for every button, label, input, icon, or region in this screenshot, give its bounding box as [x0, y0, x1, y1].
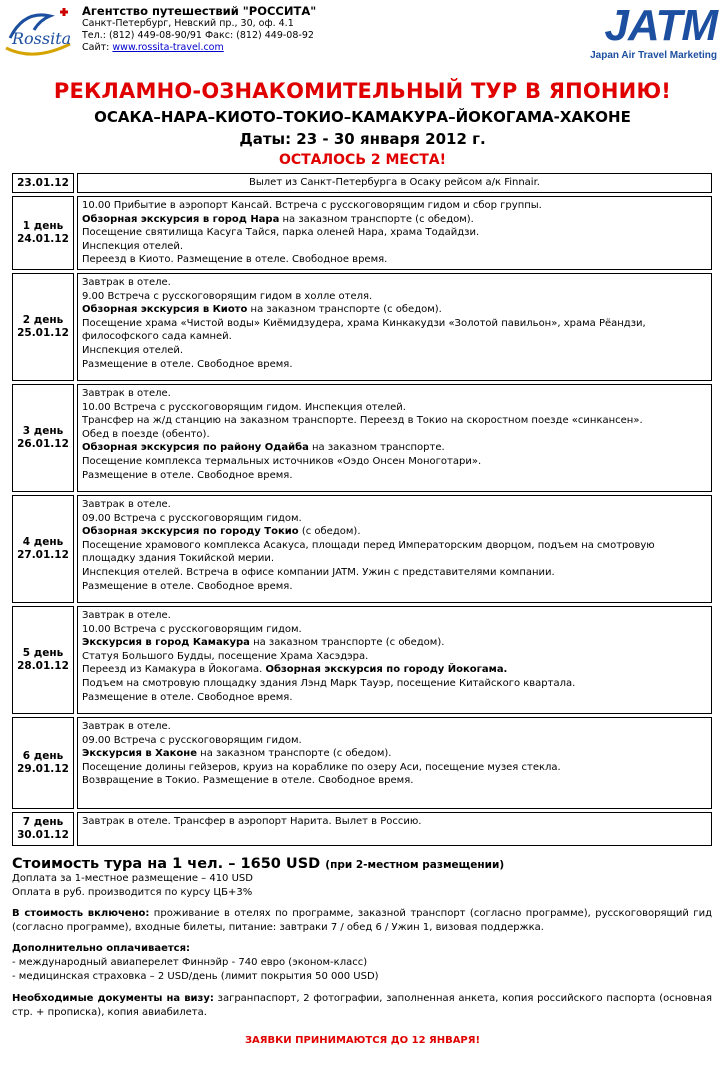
itinerary-day-cell	[12, 812, 74, 846]
program-text: 10.00 Встреча с русскоговорящим гидом.	[82, 623, 302, 635]
itinerary-program-cell	[77, 273, 712, 381]
itinerary-day-cell	[12, 273, 74, 381]
itinerary-row	[12, 812, 712, 846]
price-rub: Оплата в руб. производится по курсу ЦБ+3%	[12, 886, 253, 898]
program-line	[82, 720, 707, 734]
program-text: Посещение долины гейзеров, круиз на кораблике по озеру Аси, посещение музея стекла.	[82, 761, 561, 773]
included-section	[12, 907, 712, 935]
program-text: Размещение в отеле. Свободное время.	[82, 580, 293, 592]
program-line	[82, 226, 707, 240]
day-date: 26.01.12	[17, 438, 69, 450]
itinerary-row	[12, 173, 712, 193]
agency-site	[82, 42, 316, 54]
program-text: (с обедом).	[298, 526, 361, 538]
included-label: В стоимость включено:	[12, 908, 150, 919]
day-date: 28.01.12	[17, 660, 69, 672]
agency-address: Санкт-Петербург, Невский пр., 30, оф. 4.1	[82, 18, 294, 29]
program-line	[82, 774, 707, 788]
program-line	[82, 469, 707, 483]
program-text: на заказном транспорте (с обедом).	[196, 748, 392, 760]
program-text: Завтрак в отеле.	[82, 499, 171, 510]
itinerary-row	[12, 495, 712, 603]
itinerary-program-cell	[77, 812, 712, 846]
itinerary-day-cell	[12, 717, 74, 809]
program-text: на заказном транспорте (с обедом).	[247, 304, 442, 316]
day-date: 25.01.12	[17, 327, 69, 339]
program-highlight: Экскурсия в город Камакура	[82, 637, 250, 649]
program-line	[82, 213, 707, 227]
day-date: 30.01.12	[17, 829, 69, 841]
day-date: 23.01.12	[17, 176, 69, 189]
itinerary-day-cell	[12, 173, 74, 193]
extra-label: Дополнительно оплачивается:	[12, 943, 191, 954]
program-line	[82, 747, 707, 761]
program-text: 09.00 Встреча с русскоговорящим гидом.	[82, 734, 302, 746]
program-line	[82, 623, 707, 637]
program-line	[82, 609, 707, 623]
itinerary-day-cell	[12, 196, 74, 270]
day-date: 29.01.12	[17, 763, 69, 775]
program-text: Переезд в Киото. Размещение в отеле. Свободное время.	[82, 254, 388, 266]
program-text: Завтрак в отеле.	[82, 610, 171, 621]
agency-info	[82, 4, 316, 54]
program-line	[82, 441, 707, 455]
rossita-logo	[4, 4, 74, 64]
program-line	[82, 691, 707, 705]
price-single: Доплата за 1-местное размещение – 410 USD	[12, 873, 253, 884]
jatm-subtitle: Japan Air Travel Marketing	[590, 50, 717, 61]
program-text: на заказном транспорте (с обедом).	[279, 213, 474, 225]
price-note: (при 2-местном размещении)	[325, 859, 505, 871]
program-text: Подъем на смотровую площадку здания Лэнд Марк Тауэр, посещение Китайского квартала.	[82, 677, 576, 689]
program-line	[82, 401, 707, 415]
itinerary-day-cell	[12, 384, 74, 492]
itinerary-program-cell	[77, 173, 712, 193]
program-text: на заказном транспорте (с обедом).	[249, 637, 445, 649]
program-line	[82, 566, 707, 580]
program-text: Трансфер на ж/д станцию на заказном транспорте. Переезд в Токио на скоростном поезде «синкансен».	[82, 415, 643, 427]
program-text: на заказном транспорте.	[308, 442, 445, 454]
program-text: Посещение храмового комплекса Асакуса, площади перед Императорским дворцом, подъем на смотровую площадку здания Токийской мерии.	[82, 539, 655, 565]
program-line	[82, 303, 707, 317]
program-line	[82, 539, 707, 566]
program-line	[82, 358, 707, 372]
itinerary-table	[12, 173, 712, 849]
program-text: Инспекция отелей. Встреча в офисе компании JATM. Ужин с представителями компании.	[82, 566, 555, 578]
program-line	[82, 815, 707, 829]
program-text: Переезд из Камакура в Йокогама.	[82, 664, 266, 676]
day-date: 24.01.12	[17, 233, 69, 245]
program-text: 9.00 Встреча с русскоговорящим гидом в холле отеля.	[82, 290, 373, 302]
program-line	[82, 317, 707, 344]
program-text: Посещение комплекса термальных источников «Оэдо Онсен Моноготари».	[82, 455, 482, 467]
jatm-logo-word: JATM	[604, 1, 717, 50]
deadline-note: ЗАЯВКИ ПРИНИМАЮТСЯ ДО 12 ЯНВАРЯ!	[244, 1035, 481, 1046]
program-text: Завтрак в отеле. Трансфер в аэропорт Нарита. Вылет в Россию.	[82, 816, 422, 827]
program-line	[82, 525, 707, 539]
program-line	[82, 498, 707, 512]
extra-section	[12, 942, 712, 984]
program-text: Возвращение в Токио. Размещение в отеле. Свободное время.	[82, 775, 414, 787]
agency-phones: Тел.: (812) 449-08-90/91 Факс: (812) 449-08-92	[82, 30, 314, 41]
main-title: РЕКЛАМНО-ОЗНАКОМИТЕЛЬНЫЙ ТУР В ЯПОНИЮ!	[53, 79, 672, 103]
program-text: 09.00 Встреча с русскоговорящим гидом.	[82, 512, 302, 524]
day-number: 6 день	[22, 750, 64, 762]
program-text: Инспекция отелей.	[82, 344, 184, 356]
program-text: Размещение в отеле. Свободное время.	[82, 691, 293, 703]
itinerary-program-cell	[77, 717, 712, 809]
itinerary-row	[12, 717, 712, 809]
program-text: Вылет из Санкт-Петербурга в Осаку рейсом а/к Finnair.	[249, 177, 540, 189]
program-line	[82, 387, 707, 401]
program-line	[82, 240, 707, 254]
program-line	[82, 276, 707, 290]
included-text: проживание в отелях по программе, заказной транспорт (согласно программе), русскоговорящий гид (согласно программе), входные билеты, питание: завтраки 7 / обед 6 / Ужин 1, визовая поддержка.	[12, 908, 712, 933]
program-line	[82, 734, 707, 748]
program-text: Статуя Большого Будды, посещение Храма Хасэдэра.	[82, 650, 369, 662]
price-main: Стоимость тура на 1 чел. – 1650 USD	[12, 856, 321, 872]
itinerary-day-cell	[12, 606, 74, 714]
itinerary-program-cell	[77, 495, 712, 603]
program-line	[82, 344, 707, 358]
program-line	[82, 636, 707, 650]
day-number: 1 день	[22, 220, 64, 232]
header	[0, 0, 725, 70]
site-label: Сайт:	[82, 42, 110, 53]
program-highlight: Обзорная экскурсия по городу Токио	[82, 526, 299, 538]
program-text: Завтрак в отеле.	[82, 388, 171, 399]
program-text: Инспекция отелей.	[82, 240, 184, 252]
jatm-logo	[557, 1, 717, 64]
program-line	[82, 650, 707, 664]
program-line	[82, 428, 707, 442]
itinerary-row	[12, 384, 712, 492]
day-date: 27.01.12	[17, 549, 69, 561]
dates-title: Даты: 23 - 30 января 2012 г.	[239, 130, 486, 148]
seats-left: ОСТАЛОСЬ 2 МЕСТА!	[278, 152, 447, 168]
documents-text: загранпаспорт, 2 фотографии, заполненная анкета, копия российского паспорта (основная стр. + прописка), копия авиабилета.	[12, 993, 712, 1018]
program-text: Размещение в отеле. Свободное время.	[82, 358, 293, 370]
program-line	[82, 677, 707, 691]
program-line	[249, 176, 540, 190]
program-line	[82, 761, 707, 775]
itinerary-row	[12, 606, 712, 714]
day-number: 4 день	[22, 536, 64, 548]
day-number: 3 день	[22, 425, 64, 437]
documents-section	[12, 992, 712, 1020]
route-title: ОСАКА–НАРА–КИОТО–ТОКИО–КАМАКУРА–ЙОКОГАМА-ХАКОНЕ	[94, 108, 631, 126]
program-text: Посещение храма «Чистой воды» Киёмидзудера, храма Кинкакудзи «Золотой павильон», храма Рёандзи, философского сада камней.	[82, 317, 646, 343]
itinerary-program-cell	[77, 606, 712, 714]
documents-label: Необходимые документы на визу:	[12, 993, 214, 1004]
itinerary-row	[12, 196, 712, 270]
program-line	[82, 199, 707, 213]
program-highlight: Обзорная экскурсия в Киото	[82, 304, 248, 316]
program-highlight: Экскурсия в Хаконе	[82, 748, 197, 760]
site-link[interactable]: www.rossita-travel.com	[112, 42, 224, 53]
program-line	[82, 663, 707, 677]
program-highlight: Обзорная экскурсия в город Нара	[82, 213, 280, 225]
extra-item: - медицинская страховка – 2 USD/день (лимит покрытия 50 000 USD)	[12, 971, 379, 982]
itinerary-program-cell	[77, 384, 712, 492]
extra-item: - международный авиаперелет Финнэйр - 740 евро (эконом-класс)	[12, 957, 368, 968]
price-block	[12, 853, 712, 899]
program-highlight: Обзорная экскурсия по городу Йокогама.	[265, 664, 508, 676]
itinerary-program-cell	[77, 196, 712, 270]
program-line	[82, 290, 707, 304]
program-line	[82, 455, 707, 469]
day-number: 2 день	[22, 314, 64, 326]
day-number: 5 день	[22, 647, 64, 659]
program-line	[82, 580, 707, 594]
program-line	[82, 253, 707, 267]
program-text: Размещение в отеле. Свободное время.	[82, 469, 293, 481]
program-text: Обед в поезде (обенто).	[82, 428, 210, 440]
program-line	[82, 414, 707, 428]
program-highlight: Обзорная экскурсия по району Одайба	[82, 442, 309, 454]
day-number: 7 день	[22, 816, 64, 828]
agency-name: Агентство путешествий "РОССИТА"	[82, 4, 317, 18]
program-text: 10.00 Прибытие в аэропорт Кансай. Встреча с русскоговорящим гидом и сбор группы.	[82, 200, 542, 211]
program-text: Посещение святилища Касуга Тайся, парка оленей Нара, храма Тодайдзи.	[82, 227, 480, 239]
program-text: 10.00 Встреча с русскоговорящим гидом. Инспекция отелей.	[82, 401, 406, 413]
itinerary-day-cell	[12, 495, 74, 603]
program-text: Завтрак в отеле.	[82, 277, 171, 288]
itinerary-row	[12, 273, 712, 381]
rossita-logo-graphic	[4, 4, 74, 64]
program-text: Завтрак в отеле.	[82, 721, 171, 732]
program-line	[82, 512, 707, 526]
svg-text:Rossita: Rossita	[12, 29, 72, 48]
